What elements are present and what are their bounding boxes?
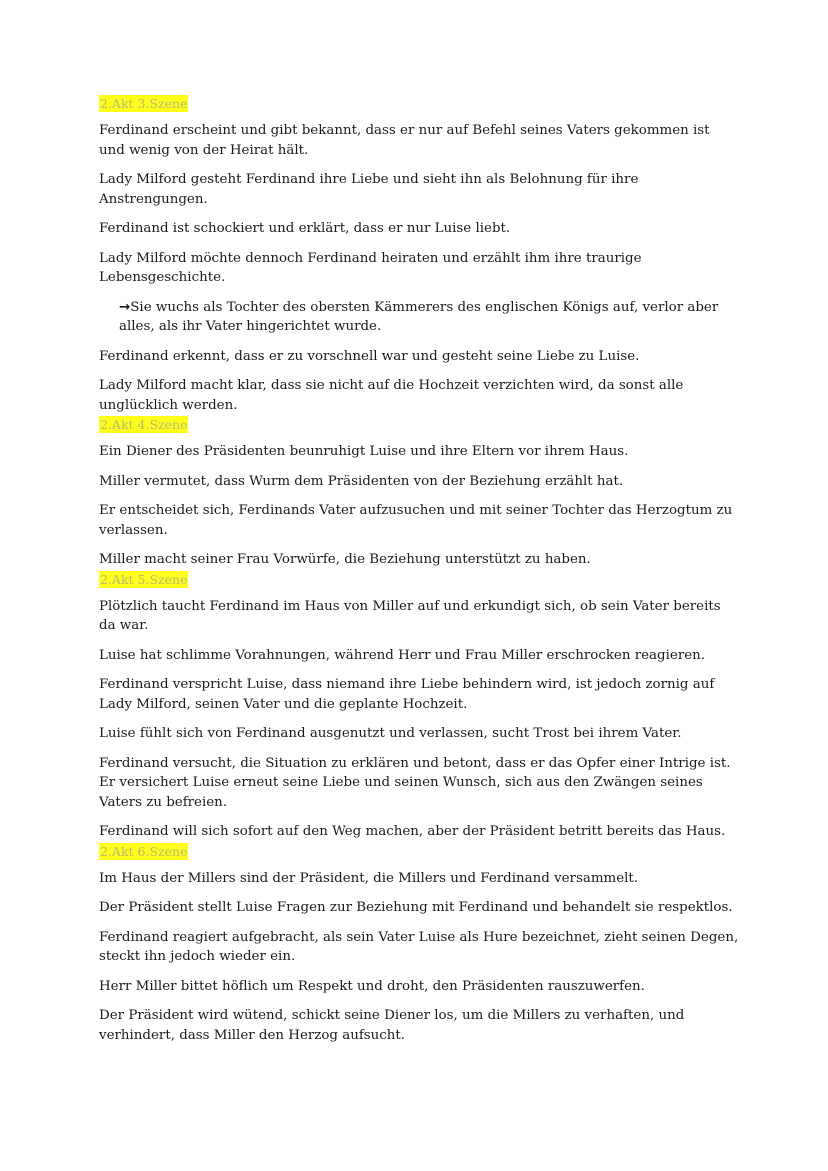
paragraph: Lady Milford gesteht Ferdinand ihre Liebe und sieht ihn als Belohnung für ihre Anstrengungen. <box>99 172 639 207</box>
paragraph: Ferdinand erscheint und gibt bekannt, dass er nur auf Befehl seines Vaters gekommen ist und wenig von der Heirat hält. <box>99 123 710 158</box>
section-heading: 2.Akt 6.Szene <box>100 843 188 859</box>
paragraph: Der Präsident stellt Luise Fragen zur Beziehung mit Ferdinand und behandelt sie respektlos. <box>99 900 733 915</box>
section-heading: 2.Akt 5.Szene <box>100 571 188 587</box>
paragraph: Ferdinand erkennt, dass er zu vorschnell war und gesteht seine Liebe zu Luise. <box>99 348 640 364</box>
section-akt2-szene4 <box>99 416 739 570</box>
paragraph: Ferdinand reagiert aufgebracht, als sein Vater Luise als Hure bezeichnet, zieht seinen Degen, steckt ihn jedoch wieder ein. <box>99 929 739 964</box>
paragraph: Er entscheidet sich, Ferdinands Vater aufzusuchen und mit seiner Tochter das Herzogtum zu verlassen. <box>99 503 733 538</box>
paragraph: Miller macht seiner Frau Vorwürfe, die Beziehung unterstützt zu haben. <box>99 552 591 567</box>
section-heading: 2.Akt 4.Szene <box>100 417 188 432</box>
paragraph: Luise hat schlimme Vorahnungen, während Herr und Frau Miller erschrocken reagieren. <box>99 647 706 663</box>
paragraph: Ferdinand will sich sofort auf den Weg machen, aber der Präsident betritt bereits das Haus. <box>99 824 726 839</box>
paragraph: Im Haus der Millers sind der Präsident, die Millers und Ferdinand versammelt. <box>99 870 639 886</box>
arrow-note <box>99 298 739 337</box>
paragraph: Miller vermutet, dass Wurm dem Präsidenten von der Beziehung erzählt hat. <box>99 473 624 489</box>
section-akt2-szene3 <box>99 95 739 415</box>
document-page <box>99 95 739 1055</box>
paragraph: Ferdinand ist schockiert und erklärt, dass er nur Luise liebt. <box>99 221 511 236</box>
paragraph: Plötzlich taucht Ferdinand im Haus von Miller auf und erkundigt sich, ob sein Vater bereits da war. <box>99 598 721 633</box>
paragraph: Ferdinand verspricht Luise, dass niemand ihre Liebe behindern wird, ist jedoch zornig auf Lady Milford, seinen Vater und die geplante Hochzeit. <box>99 677 715 712</box>
section-heading: 2.Akt 3.Szene <box>100 96 188 111</box>
paragraph: Ferdinand versucht, die Situation zu erklären und betont, dass er das Opfer einer Intrige ist. Er versichert Luise erneut seine Liebe und seinen Wunsch, sich aus den Zwängen seines Vaters zu befreien. <box>99 755 731 810</box>
paragraph: Ein Diener des Präsidenten beunruhigt Luise und ihre Eltern vor ihrem Haus. <box>99 444 629 459</box>
paragraph: Herr Miller bittet höflich um Respekt und droht, den Präsidenten rauszuwerfen. <box>99 978 645 994</box>
paragraph: Der Präsident wird wütend, schickt seine Diener los, um die Millers zu verhaften, und verhindert, dass Miller den Herzog aufsucht. <box>99 1008 685 1043</box>
arrow-right-icon: → <box>119 299 131 315</box>
paragraph: Lady Milford macht klar, dass sie nicht auf die Hochzeit verzichten wird, da sonst alle unglücklich werden. <box>99 378 684 413</box>
section-akt2-szene6 <box>99 843 739 1046</box>
section-akt2-szene5 <box>99 571 739 842</box>
paragraph: Lady Milford möchte dennoch Ferdinand heiraten und erzählt ihm ihre traurige Lebensgeschichte. <box>99 250 642 285</box>
arrow-note-text: Sie wuchs als Tochter des obersten Kämmerers des englischen Königs auf, verlor aber alles, als ihr Vater hingerichtet wurde. <box>119 299 719 334</box>
paragraph: Luise fühlt sich von Ferdinand ausgenutzt und verlassen, sucht Trost bei ihrem Vater. <box>99 726 682 741</box>
